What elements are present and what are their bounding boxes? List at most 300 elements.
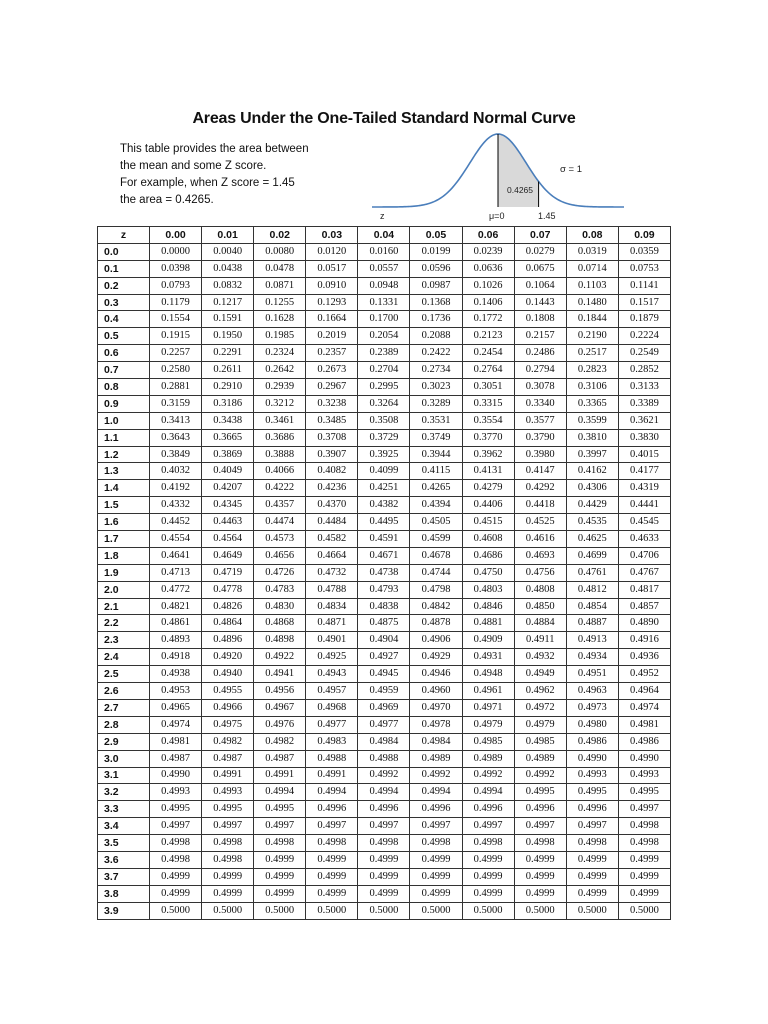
table-row [98,835,671,852]
area-cell: 0.4564 [202,531,254,548]
area-cell: 0.4830 [254,598,306,615]
area-cell: 0.2357 [306,345,358,362]
table-row [98,784,671,801]
area-cell: 0.4941 [254,666,306,683]
area-cell: 0.4967 [254,699,306,716]
area-cell: 0.4987 [150,750,202,767]
z-value-cell: 0.2 [98,277,150,294]
area-cell: 0.4896 [202,632,254,649]
table-row [98,463,671,480]
area-cell: 0.4978 [410,716,462,733]
area-cell: 0.3888 [254,446,306,463]
area-cell: 0.4162 [566,463,618,480]
area-cell: 0.4980 [566,716,618,733]
area-cell: 0.4854 [566,598,618,615]
area-cell: 0.1591 [202,311,254,328]
area-cell: 0.4452 [150,514,202,531]
table-row [98,699,671,716]
area-cell: 0.4997 [514,818,566,835]
area-cell: 0.4582 [306,531,358,548]
area-cell: 0.4474 [254,514,306,531]
table-row [98,311,671,328]
area-cell: 0.1406 [462,294,514,311]
z-value-cell: 2.8 [98,716,150,733]
area-cell: 0.3849 [150,446,202,463]
area-cell: 0.0948 [358,277,410,294]
area-cell: 0.4981 [150,733,202,750]
area-cell: 0.4999 [618,868,670,885]
area-cell: 0.4981 [618,716,670,733]
area-cell: 0.4963 [566,683,618,700]
area-cell: 0.4974 [618,699,670,716]
z-value-cell: 3.3 [98,801,150,818]
z-value-cell: 3.4 [98,818,150,835]
area-cell: 0.4959 [358,683,410,700]
area-cell: 0.3770 [462,429,514,446]
table-row [98,514,671,531]
area-cell: 0.4686 [462,547,514,564]
area-cell: 0.4999 [254,868,306,885]
area-cell: 0.4989 [514,750,566,767]
area-cell: 0.4738 [358,564,410,581]
area-cell: 0.1064 [514,277,566,294]
area-cell: 0.0438 [202,260,254,277]
area-cell: 0.0359 [618,243,670,260]
area-cell: 0.4961 [462,683,514,700]
area-cell: 0.4979 [514,716,566,733]
area-cell: 0.4382 [358,497,410,514]
area-cell: 0.1517 [618,294,670,311]
area-cell: 0.4887 [566,615,618,632]
area-cell: 0.0000 [150,243,202,260]
table-row [98,581,671,598]
area-cell: 0.3980 [514,446,566,463]
area-cell: 0.3577 [514,412,566,429]
area-cell: 0.4177 [618,463,670,480]
area-cell: 0.3389 [618,395,670,412]
area-cell: 0.1255 [254,294,306,311]
area-cell: 0.4147 [514,463,566,480]
area-cell: 0.4693 [514,547,566,564]
area-cell: 0.4975 [202,716,254,733]
area-cell: 0.4998 [202,835,254,852]
area-cell: 0.4996 [566,801,618,818]
area-cell: 0.2794 [514,362,566,379]
area-cell: 0.2852 [618,362,670,379]
area-cell: 0.4699 [566,547,618,564]
area-cell: 0.4999 [306,868,358,885]
table-row [98,345,671,362]
area-cell: 0.1628 [254,311,306,328]
area-cell: 0.2088 [410,328,462,345]
area-cell: 0.4984 [410,733,462,750]
area-cell: 0.4994 [410,784,462,801]
area-cell: 0.4993 [202,784,254,801]
area-cell: 0.2324 [254,345,306,362]
z-value-cell: 1.1 [98,429,150,446]
z-value-cell: 3.0 [98,750,150,767]
area-cell: 0.4999 [202,868,254,885]
area-cell: 0.0596 [410,260,462,277]
area-cell: 0.4998 [358,835,410,852]
table-row [98,598,671,615]
area-cell: 0.4964 [618,683,670,700]
area-cell: 0.4834 [306,598,358,615]
area-cell: 0.3749 [410,429,462,446]
area-cell: 0.4977 [358,716,410,733]
area-cell: 0.1844 [566,311,618,328]
area-cell: 0.0910 [306,277,358,294]
z-value-cell: 3.9 [98,902,150,919]
area-cell: 0.4999 [358,885,410,902]
area-cell: 0.4418 [514,497,566,514]
area-cell: 0.4767 [618,564,670,581]
z-value-cell: 0.6 [98,345,150,362]
area-cell: 0.4032 [150,463,202,480]
area-cell: 0.2157 [514,328,566,345]
area-cell: 0.4990 [618,750,670,767]
area-cell: 0.4995 [254,801,306,818]
area-cell: 0.0557 [358,260,410,277]
sigma-label: σ = 1 [560,164,582,175]
area-cell: 0.4881 [462,615,514,632]
area-cell: 0.4940 [202,666,254,683]
area-cell: 0.4994 [462,784,514,801]
area-cell: 0.4207 [202,480,254,497]
area-cell: 0.3186 [202,395,254,412]
area-cell: 0.3238 [306,395,358,412]
z-value-cell: 3.8 [98,885,150,902]
column-header: 0.06 [462,227,514,244]
area-cell: 0.4812 [566,581,618,598]
area-cell: 0.4649 [202,547,254,564]
area-cell: 0.4995 [202,801,254,818]
area-cell: 0.4441 [618,497,670,514]
area-cell: 0.4999 [462,851,514,868]
area-cell: 0.4429 [566,497,618,514]
area-cell: 0.4987 [254,750,306,767]
area-cell: 0.4997 [150,818,202,835]
area-cell: 0.4871 [306,615,358,632]
table-row [98,902,671,919]
area-cell: 0.4989 [462,750,514,767]
area-cell: 0.5000 [254,902,306,919]
area-cell: 0.4515 [462,514,514,531]
area-cell: 0.4999 [618,885,670,902]
area-cell: 0.4850 [514,598,566,615]
area-cell: 0.0987 [410,277,462,294]
area-cell: 0.2823 [566,362,618,379]
area-cell: 0.4236 [306,480,358,497]
column-header: 0.00 [150,227,202,244]
area-cell: 0.4222 [254,480,306,497]
area-cell: 0.4573 [254,531,306,548]
area-cell: 0.5000 [150,902,202,919]
column-header: 0.05 [410,227,462,244]
z-value-cell: 0.7 [98,362,150,379]
area-cell: 0.3051 [462,379,514,396]
area-cell: 0.3962 [462,446,514,463]
area-cell: 0.2517 [566,345,618,362]
table-row [98,328,671,345]
table-row [98,480,671,497]
area-cell: 0.4842 [410,598,462,615]
area-cell: 0.4345 [202,497,254,514]
area-cell: 0.2486 [514,345,566,362]
shaded-area [498,134,539,207]
area-cell: 0.4993 [618,767,670,784]
area-cell: 0.4656 [254,547,306,564]
area-cell: 0.4319 [618,480,670,497]
area-cell: 0.4995 [618,784,670,801]
area-cell: 0.4997 [358,818,410,835]
area-cell: 0.4999 [462,885,514,902]
table-description [120,141,370,209]
area-cell: 0.0871 [254,277,306,294]
area-cell: 0.4706 [618,547,670,564]
area-cell: 0.4999 [566,851,618,868]
area-cell: 0.4999 [410,868,462,885]
area-cell: 0.4996 [462,801,514,818]
table-row [98,531,671,548]
area-cell: 0.4986 [618,733,670,750]
area-cell: 0.4999 [254,885,306,902]
area-cell: 0.2224 [618,328,670,345]
area-cell: 0.1808 [514,311,566,328]
area-cell: 0.1700 [358,311,410,328]
z-value-cell: 2.5 [98,666,150,683]
area-cell: 0.4192 [150,480,202,497]
area-cell: 0.4838 [358,598,410,615]
area-cell: 0.4965 [150,699,202,716]
area-cell: 0.4641 [150,547,202,564]
area-cell: 0.4979 [462,716,514,733]
area-cell: 0.4370 [306,497,358,514]
area-cell: 0.3461 [254,412,306,429]
area-cell: 0.4744 [410,564,462,581]
area-cell: 0.4995 [514,784,566,801]
table-row [98,649,671,666]
table-row [98,801,671,818]
area-cell: 0.4868 [254,615,306,632]
area-cell: 0.4394 [410,497,462,514]
area-cell: 0.4999 [618,851,670,868]
area-cell: 0.0478 [254,260,306,277]
area-cell: 0.0160 [358,243,410,260]
table-row [98,497,671,514]
area-cell: 0.3925 [358,446,410,463]
area-cell: 0.4997 [306,818,358,835]
area-cell: 0.5000 [514,902,566,919]
area-cell: 0.4988 [358,750,410,767]
area-cell: 0.3665 [202,429,254,446]
area-cell: 0.4678 [410,547,462,564]
area-cell: 0.4956 [254,683,306,700]
area-cell: 0.4996 [514,801,566,818]
area-cell: 0.4998 [618,818,670,835]
area-cell: 0.4966 [202,699,254,716]
area-cell: 0.1772 [462,311,514,328]
area-cell: 0.3554 [462,412,514,429]
area-cell: 0.2967 [306,379,358,396]
area-cell: 0.4625 [566,531,618,548]
z-value-cell: 0.0 [98,243,150,260]
area-cell: 0.4999 [254,851,306,868]
area-cell: 0.4265 [410,480,462,497]
area-cell: 0.4608 [462,531,514,548]
z-value-cell: 1.5 [98,497,150,514]
table-row [98,818,671,835]
area-cell: 0.4664 [306,547,358,564]
z-value-cell: 3.7 [98,868,150,885]
z-value-cell: 0.9 [98,395,150,412]
z-value-cell: 1.9 [98,564,150,581]
table-row [98,683,671,700]
area-cell: 0.3365 [566,395,618,412]
area-cell: 0.2054 [358,328,410,345]
area-cell: 0.3106 [566,379,618,396]
area-cell: 0.3790 [514,429,566,446]
area-cell: 0.4890 [618,615,670,632]
z-value-cell: 2.9 [98,733,150,750]
z-value-cell: 1.2 [98,446,150,463]
area-cell: 0.0199 [410,243,462,260]
area-cell: 0.4962 [514,683,566,700]
table-row [98,446,671,463]
area-cell: 0.5000 [618,902,670,919]
area-cell: 0.4898 [254,632,306,649]
area-cell: 0.4131 [462,463,514,480]
area-cell: 0.4998 [150,835,202,852]
area-cell: 0.3315 [462,395,514,412]
area-cell: 0.2389 [358,345,410,362]
area-cell: 0.1985 [254,328,306,345]
area-cell: 0.3729 [358,429,410,446]
area-cell: 0.3289 [410,395,462,412]
area-cell: 0.0675 [514,260,566,277]
area-cell: 0.3508 [358,412,410,429]
area-cell: 0.4893 [150,632,202,649]
area-cell: 0.4918 [150,649,202,666]
area-cell: 0.4803 [462,581,514,598]
area-cell: 0.4997 [462,818,514,835]
area-cell: 0.4952 [618,666,670,683]
area-cell: 0.4998 [618,835,670,852]
area-cell: 0.4920 [202,649,254,666]
area-cell: 0.4846 [462,598,514,615]
area-cell: 0.4999 [410,851,462,868]
description-line: the mean and some Z score. [120,160,267,172]
area-cell: 0.4934 [566,649,618,666]
table-row [98,851,671,868]
z-axis-label: z [380,211,385,221]
area-cell: 0.4984 [358,733,410,750]
area-cell: 0.4357 [254,497,306,514]
area-cell: 0.1179 [150,294,202,311]
area-cell: 0.4884 [514,615,566,632]
area-cell: 0.4015 [618,446,670,463]
area-cell: 0.4904 [358,632,410,649]
area-cell: 0.3997 [566,446,618,463]
area-cell: 0.3830 [618,429,670,446]
area-cell: 0.4778 [202,581,254,598]
z-value-cell: 0.8 [98,379,150,396]
area-cell: 0.2764 [462,362,514,379]
area-cell: 0.3907 [306,446,358,463]
z-value-cell: 3.2 [98,784,150,801]
area-cell: 0.0040 [202,243,254,260]
area-cell: 0.5000 [306,902,358,919]
area-cell: 0.4999 [514,851,566,868]
area-cell: 0.4957 [306,683,358,700]
area-cell: 0.4955 [202,683,254,700]
area-cell: 0.5000 [566,902,618,919]
area-cell: 0.1443 [514,294,566,311]
area-cell: 0.0279 [514,243,566,260]
area-cell: 0.4991 [254,767,306,784]
area-cell: 0.4406 [462,497,514,514]
area-cell: 0.4671 [358,547,410,564]
area-cell: 0.0714 [566,260,618,277]
area-cell: 0.2019 [306,328,358,345]
area-cell: 0.2642 [254,362,306,379]
table-row [98,716,671,733]
z-column-header: z [98,227,150,244]
area-cell: 0.4996 [306,801,358,818]
table-row [98,412,671,429]
area-cell: 0.4998 [254,835,306,852]
area-cell: 0.4913 [566,632,618,649]
area-cell: 0.4292 [514,480,566,497]
area-cell: 0.4525 [514,514,566,531]
area-cell: 0.0832 [202,277,254,294]
area-cell: 0.4633 [618,531,670,548]
column-header: 0.02 [254,227,306,244]
header-row [98,227,671,244]
area-cell: 0.4826 [202,598,254,615]
area-cell: 0.4783 [254,581,306,598]
area-cell: 0.4951 [566,666,618,683]
area-cell: 0.4997 [202,818,254,835]
area-cell: 0.4936 [618,649,670,666]
area-cell: 0.4977 [306,716,358,733]
area-cell: 0.4554 [150,531,202,548]
table-row [98,885,671,902]
area-cell: 0.2422 [410,345,462,362]
column-header: 0.01 [202,227,254,244]
area-cell: 0.4969 [358,699,410,716]
area-cell: 0.4732 [306,564,358,581]
area-cell: 0.1368 [410,294,462,311]
area-cell: 0.3159 [150,395,202,412]
area-cell: 0.4929 [410,649,462,666]
description-line: For example, when Z score = 1.45 [120,177,295,189]
area-cell: 0.4988 [306,750,358,767]
area-cell: 0.4901 [306,632,358,649]
area-cell: 0.3340 [514,395,566,412]
page-title: Areas Under the One-Tailed Standard Normal Curve [192,110,576,127]
description-line: This table provides the area between [120,143,309,155]
area-cell: 0.4999 [462,868,514,885]
area-cell: 0.1915 [150,328,202,345]
area-cell: 0.4990 [566,750,618,767]
area-cell: 0.4997 [566,818,618,835]
area-cell: 0.4726 [254,564,306,581]
area-cell: 0.0636 [462,260,514,277]
area-cell: 0.4931 [462,649,514,666]
area-cell: 0.4996 [358,801,410,818]
z-value-cell: 2.4 [98,649,150,666]
